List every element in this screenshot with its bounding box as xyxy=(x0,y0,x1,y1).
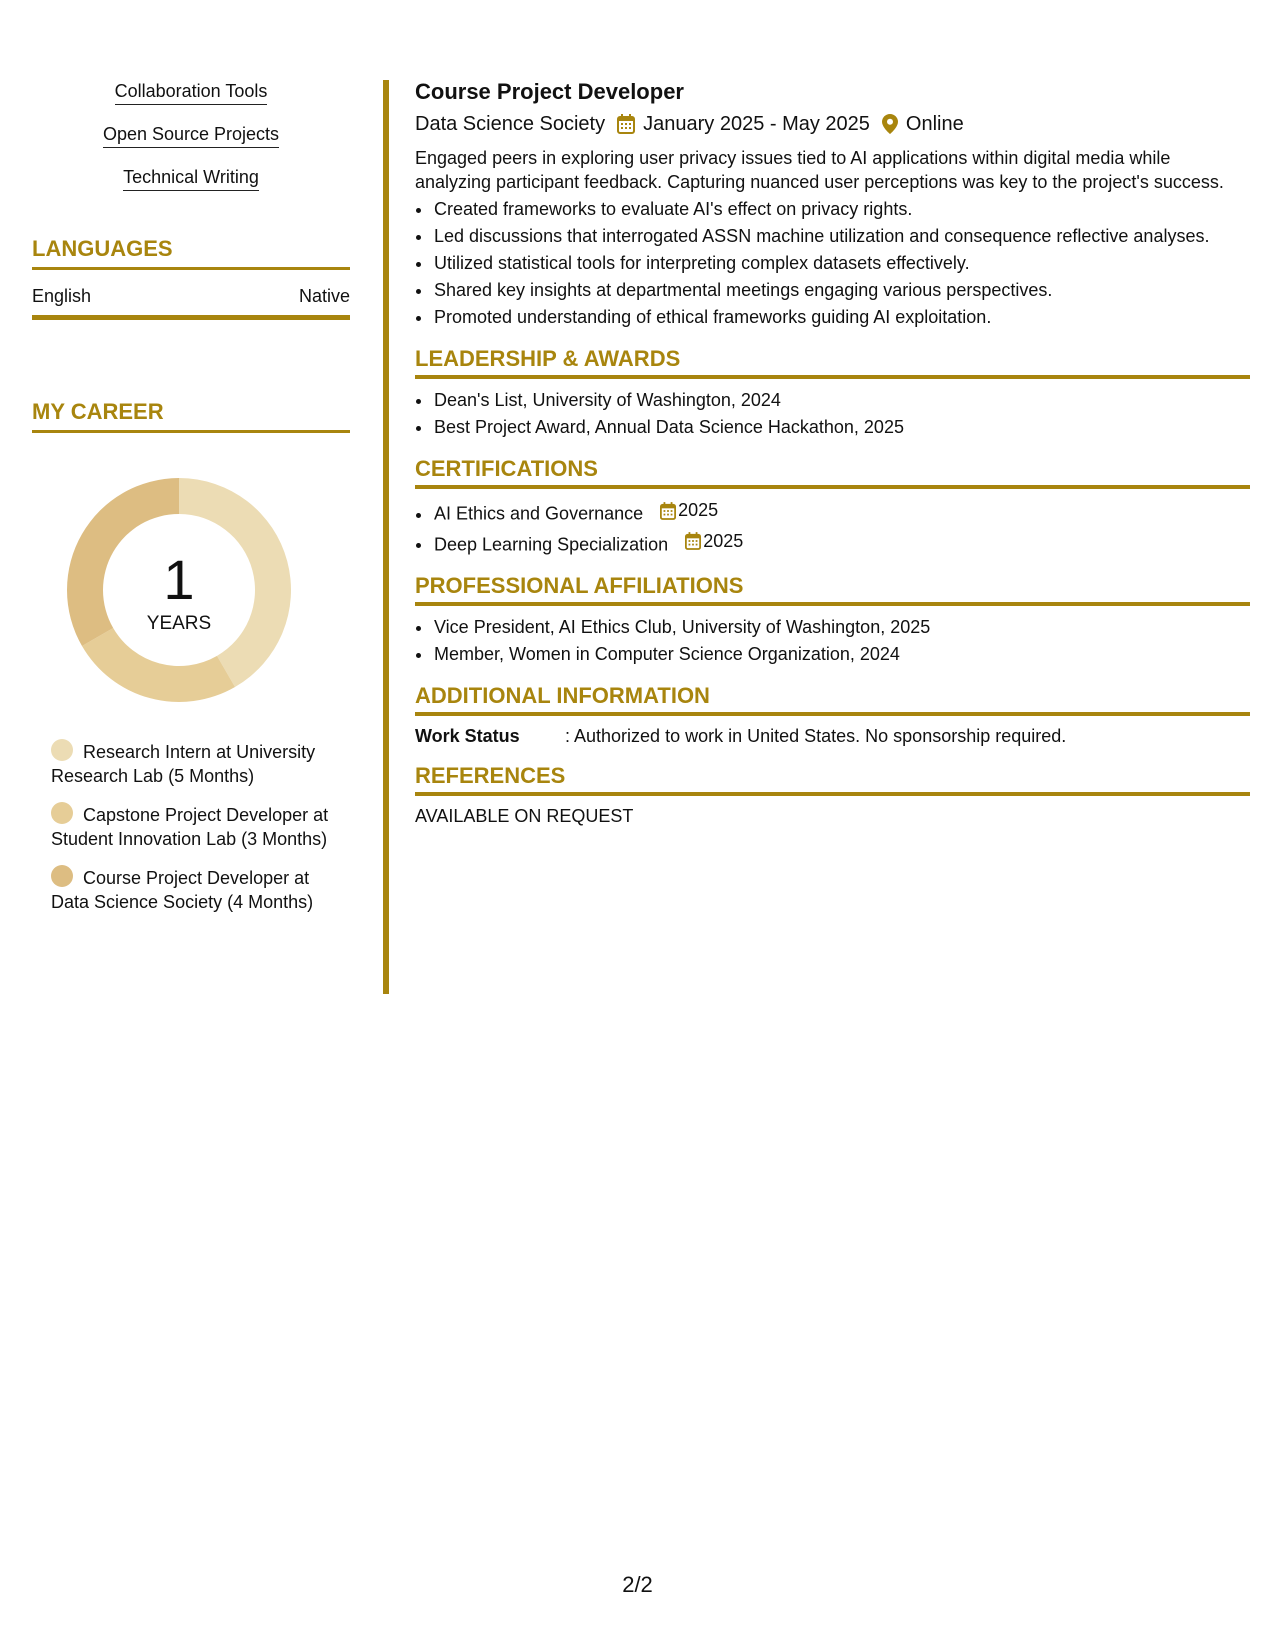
sidebar xyxy=(32,80,350,928)
additional-info-heading: ADDITIONAL INFORMATION xyxy=(415,682,1250,716)
leadership-list xyxy=(415,387,1250,441)
career-legend-item xyxy=(51,739,336,788)
job-description: Engaged peers in exploring user privacy issues tied to AI applications within digital media while analyzing participant feedback. Capturing nuanced user perceptions was key to the project's success. xyxy=(415,148,1224,192)
legend-dot-icon xyxy=(51,802,73,824)
leadership-item: • Dean's List, University of Washington, 2024 xyxy=(433,387,1250,414)
certifications-list xyxy=(415,497,1250,558)
location-pin-icon xyxy=(882,114,898,134)
certification-item xyxy=(433,528,1250,559)
job-meta xyxy=(415,110,1250,138)
references-heading: REFERENCES xyxy=(415,762,1250,796)
calendar-icon xyxy=(685,532,701,550)
work-status-row xyxy=(415,724,1250,748)
main-content xyxy=(415,78,1250,828)
page-number: 2/2 xyxy=(622,1572,653,1597)
affiliation-item: • Vice President, AI Ethics Club, University of Washington, 2025 xyxy=(433,614,1250,641)
career-legend-label: Course Project Developer at Data Science Society (4 Months) xyxy=(51,868,314,912)
skill-item: Open Source Projects xyxy=(103,123,279,148)
affiliations-heading: PROFESSIONAL AFFILIATIONS xyxy=(415,572,1250,606)
skill-item: Collaboration Tools xyxy=(115,80,268,105)
job-bullet: • Promoted understanding of ethical frameworks guiding AI exploitation. xyxy=(433,304,1250,331)
job-bullet: • Shared key insights at departmental meetings engaging various perspectives. xyxy=(433,277,1250,304)
job-bullet: • Led discussions that interrogated ASSN machine utilization and consequence reflective analyses. xyxy=(433,223,1250,250)
affiliations-list xyxy=(415,614,1250,668)
references-text: AVAILABLE ON REQUEST xyxy=(415,806,634,826)
certification-date xyxy=(685,528,743,555)
language-level: Native xyxy=(298,286,350,306)
leadership-heading: LEADERSHIP & AWARDS xyxy=(415,345,1250,379)
certification-name: Deep Learning Specialization xyxy=(434,534,669,554)
career-years-number: 1 xyxy=(163,548,195,611)
career-legend xyxy=(51,739,336,914)
certification-item xyxy=(433,497,1250,528)
job-bullets xyxy=(415,196,1250,331)
certification-name: AI Ethics and Governance xyxy=(434,503,644,524)
calendar-icon xyxy=(617,114,635,134)
legend-dot-icon xyxy=(51,865,73,887)
job-bullet: • Created frameworks to evaluate AI's effect on privacy rights. xyxy=(433,196,1250,223)
career-heading: MY CAREER xyxy=(32,398,350,433)
certification-year: 2025 xyxy=(703,530,744,551)
languages-heading: LANGUAGES xyxy=(32,235,350,270)
leadership-item: • Best Project Award, Annual Data Science Hackathon, 2025 xyxy=(433,414,1250,441)
certification-date xyxy=(660,497,718,524)
calendar-icon xyxy=(660,502,676,520)
job-dates: January 2025 - May 2025 xyxy=(643,113,870,135)
work-status-value: : Authorized to work in United States. No sponsorship required. xyxy=(565,726,1067,746)
job-organization: Data Science Society xyxy=(415,113,606,135)
skill-list xyxy=(32,80,350,191)
certification-year: 2025 xyxy=(678,500,719,520)
affiliation-item: • Member, Women in Computer Science Organization, 2024 xyxy=(433,641,1250,668)
legend-dot-icon xyxy=(51,739,73,761)
column-divider xyxy=(383,80,389,994)
work-status-label: Work Status xyxy=(415,726,520,746)
certifications-heading: CERTIFICATIONS xyxy=(415,455,1250,489)
skill-item: Technical Writing xyxy=(123,166,259,191)
career-years-unit: YEARS xyxy=(146,613,212,634)
job-title: Course Project Developer xyxy=(415,79,684,104)
language-name: English xyxy=(32,286,92,306)
donut-center xyxy=(66,477,292,703)
career-donut-chart xyxy=(66,477,292,703)
career-legend-item xyxy=(51,865,336,914)
career-legend-label: Capstone Project Developer at Student Innovation Lab (3 Months) xyxy=(51,805,329,849)
career-legend-label: Research Intern at University Research Lab (5 Months) xyxy=(51,742,316,786)
job-bullet: • Utilized statistical tools for interpreting complex datasets effectively. xyxy=(433,250,1250,277)
job-location: Online xyxy=(905,113,964,135)
language-row xyxy=(32,270,350,320)
career-legend-item xyxy=(51,802,336,851)
